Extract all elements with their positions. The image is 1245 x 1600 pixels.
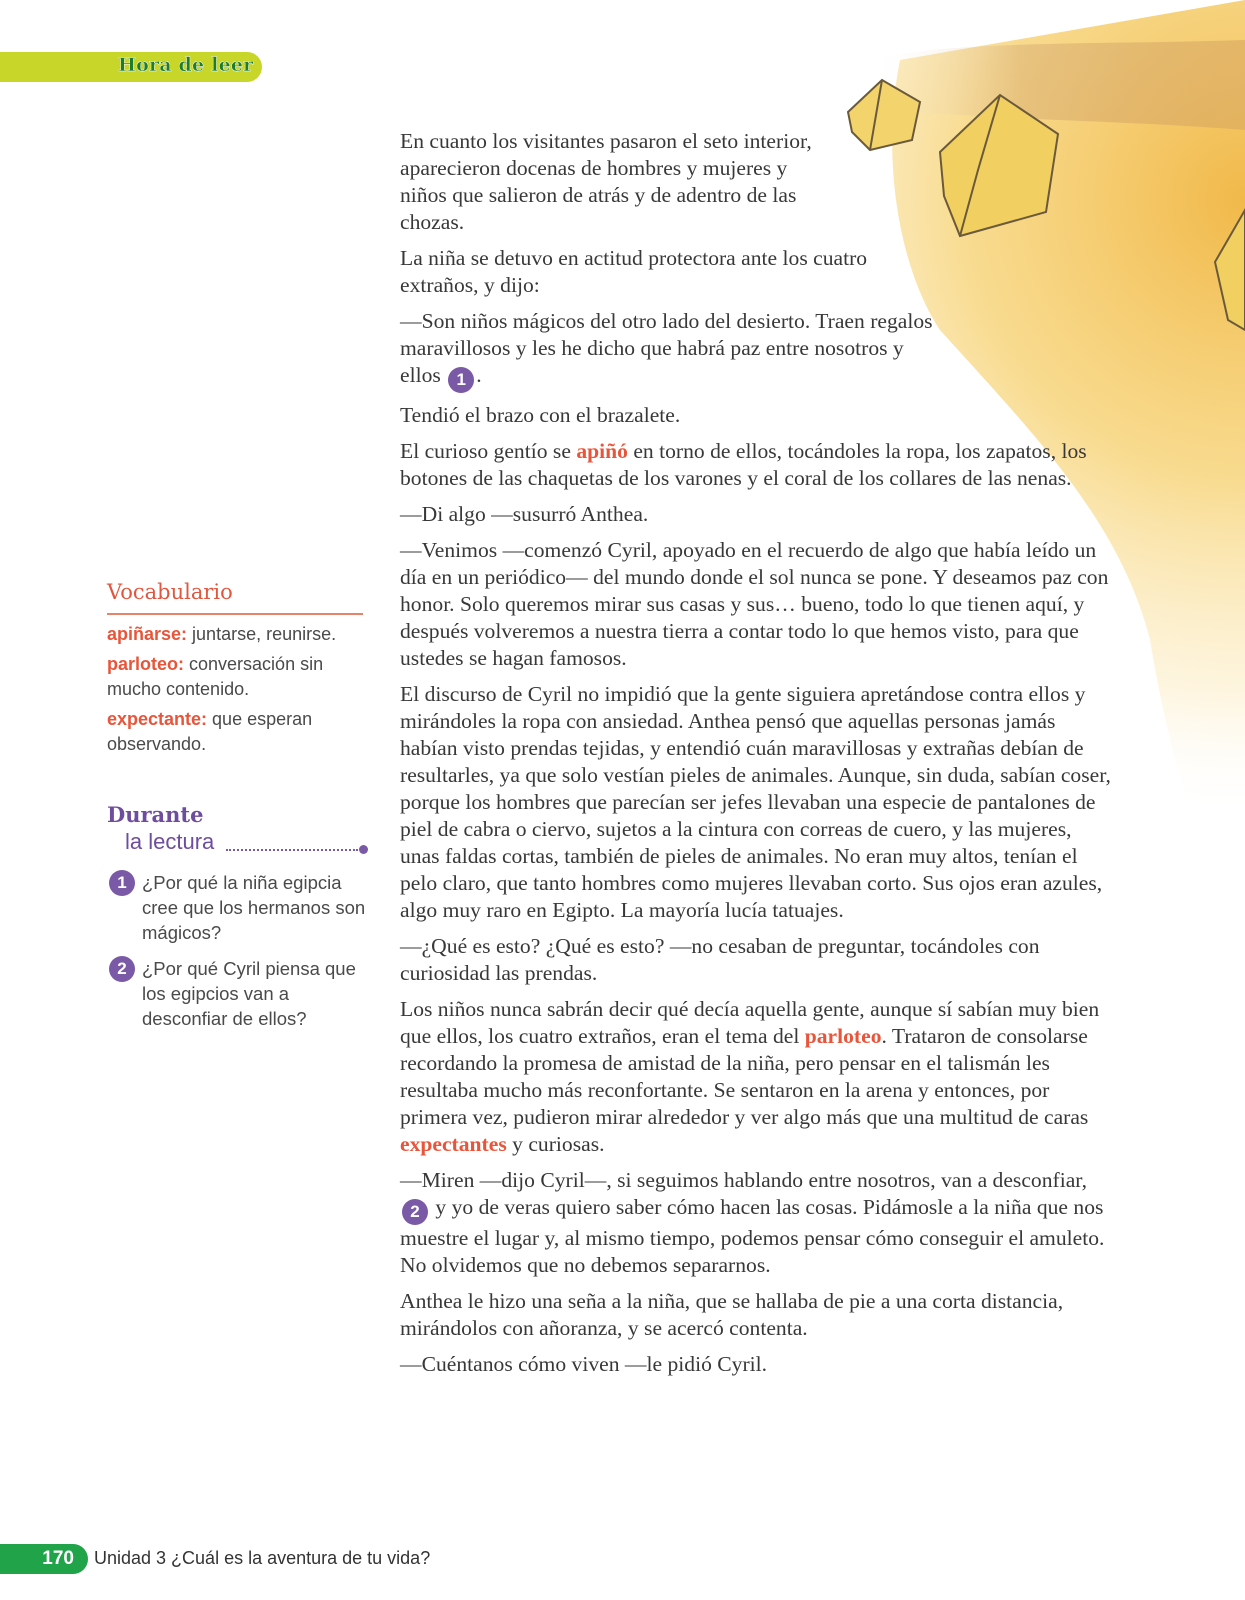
during-reading-subtitle: la lectura [125,829,215,854]
vocabulary-entry: apiñarse: juntarse, reunirse. [107,624,337,644]
story-paragraph: Anthea le hizo una seña a la niña, que se hallaba de pie a una corta distancia, mirándolos con añoranza, y se acercó contenta. [400,1289,1064,1340]
story-paragraph: La niña se detuvo en actitud protectora ante los cuatro extraños, y dijo: [400,246,868,297]
dotted-divider [226,849,358,851]
during-reading-title: Durante [107,802,204,827]
story-paragraph: En cuanto los visitantes pasaron el seto interior, aparecieron docenas de hombres y mujeres y niños que salieron de atrás y de adentro de las chozas. [400,129,812,234]
story-paragraph: —Cuéntanos cómo viven —le pidió Cyril. [400,1352,768,1376]
vocab-word-apino: apiñó [576,439,628,463]
question-text: ¿Por qué Cyril piensa que los egipcios van a desconfiar de ellos? [142,958,356,1029]
page-number: 170 [0,1544,88,1574]
story-paragraph: —Miren —dijo Cyril—, si seguimos hablando entre nosotros, van a desconfiar, 2 y yo de veras quiero saber cómo hacen las cosas. Pidámosle a la niña que nos muestre el lugar y, al mismo tiempo, podemos pensar cómo conseguir el amuleto. No olvidemos que no debemos separarnos. [400,1168,1105,1277]
vocabulary-entry: expectante: que esperan observando. [107,709,313,754]
vocabulary-list [107,622,363,762]
vocab-word-parloteo: parloteo [804,1024,882,1048]
story-paragraph: —Venimos —comenzó Cyril, apoyado en el recuerdo de algo que había leído un día en un periódico— del mundo donde el sol nunca se pone. Y deseamos paz con honor. Solo queremos mirar sus casas y sus… bueno, todo lo que tienen aquí, y después volveremos a nuestra tierra a contar todo lo que hemos visto, para que ustedes se hagan famosos. [400,538,1109,670]
story-paragraph: —Son niños mágicos del otro lado del desierto. Traen regalos maravillosos y les he dicho que habrá paz entre nosotros y ellos 1 . [400,308,945,393]
unit-title: Unidad 3 ¿Cuál es la aventura de tu vida? [94,1548,431,1568]
divider-end-dot [359,845,368,854]
vocab-word-expectantes: expectantes [400,1132,507,1156]
vocabulary-entry: parloteo: conversación sin mucho contenido. [107,654,324,699]
vocabulary-title: Vocabulario [107,580,233,604]
story-paragraph: El curioso gentío se apiñó en torno de ellos, tocándoles la ropa, los zapatos, los botones de las chaquetas de los varones y el coral de los collares de las nenas. [400,439,1087,490]
story-text [400,128,1112,1387]
vocabulary-divider [107,613,363,615]
story-paragraph: El discurso de Cyril no impidió que la gente siguiera apretándose contra ellos y mirándoles la ropa con ansiedad. Anthea pensó que aquellas personas jamás habían visto prendas tejidas, y entendió cuán maravillosas y extrañas debían de resultarles, ya que solo vestían pieles de animales. Aunque, sin duda, sabían coser, porque los hombres que parecían ser jefes llevaban una especie de pantalones de piel de cabra o ciervo, sujetos a la cintura con correas de cuero, y las mujeres, unas faldas cortas, también de pieles de animales. No eran muy altos, tenían el pelo claro, que tanto hombres como mujeres llevaban corto. Sus ojos eran azules, algo muy raro en Egipto. La mayoría lucía tatuajes. [400,682,1111,922]
question-badge-2: 2 [402,1199,428,1225]
section-tab-label: Hora de leer [118,54,254,76]
story-paragraph: —¿Qué es esto? ¿Qué es esto? —no cesaban de preguntar, tocándoles con curiosidad las prendas. [400,934,1040,985]
question-number-badge: 2 [109,956,135,982]
question-badge-1: 1 [448,367,474,393]
question-text: ¿Por qué la niña egipcia cree que los hermanos son mágicos? [142,872,366,943]
question-item [107,870,367,945]
story-paragraph: —Di algo —susurró Anthea. [400,502,649,526]
section-tab [0,52,262,82]
story-paragraph: Los niños nunca sabrán decir qué decía aquella gente, aunque sí sabían muy bien que ellos, los cuatro extraños, eran el tema del parloteo. Trataron de consolarse recordando la promesa de amistad de la niña, pero pensar en el talismán les resultaba mucho más reconfortante. Se sentaron en la arena y entonces, por primera vez, pudieron mirar alrededor y ver algo más que una multitud de caras expectantes y curiosas. [400,997,1100,1156]
question-number-badge: 1 [109,870,135,896]
question-item [107,956,367,1031]
story-paragraph: Tendió el brazo con el brazalete. [400,403,681,427]
